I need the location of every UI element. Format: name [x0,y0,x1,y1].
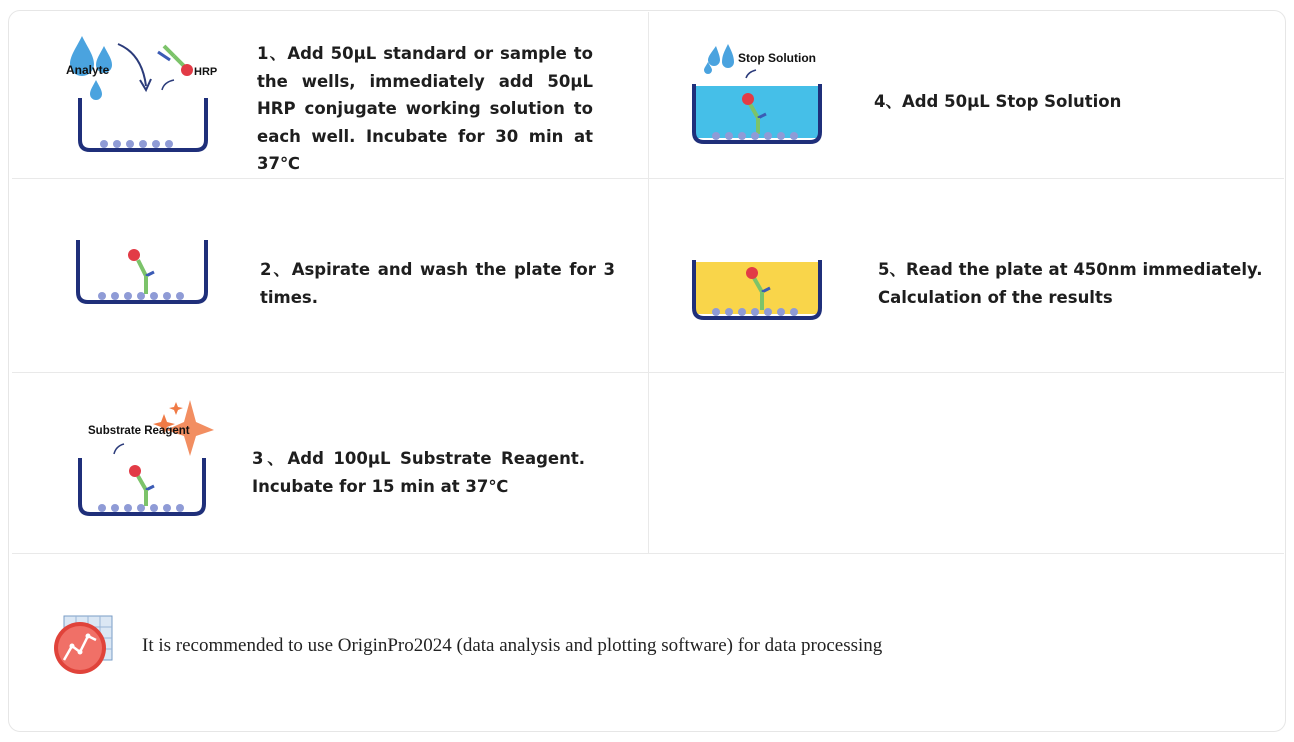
footer-recommendation: It is recommended to use OriginPro2024 (data analysis and plotting software) for data processing [142,635,883,656]
bead-row [98,504,184,512]
step-2-illustration [70,236,220,308]
splash-icon [722,44,734,68]
originpro-icon [52,614,116,678]
antibody-icon [158,46,184,66]
stop-label: Stop Solution [738,51,816,65]
hrp-ball [746,267,758,279]
antibody-icon [138,476,154,506]
hrp-ball [128,249,140,261]
step-1-illustration [60,28,230,158]
arrow-icon [162,80,174,90]
step-3-illustration [72,396,222,520]
antibody-icon [138,260,154,294]
step-3-text: 3、Add 100μL Substrate Reagent. Incubate for 15 min at 37℃ [252,449,585,496]
arrow-icon [746,70,756,78]
step-5-text: 5、Read the plate at 450nm immediately. Calculation of the results [878,260,1263,307]
step-5-illustration [686,254,846,326]
arrow-icon [114,444,124,454]
step-4-illustration [686,40,846,150]
analyte-label: Analyte [66,63,110,77]
column-divider [648,12,649,553]
step-4-text: 4、Add 50μL Stop Solution [874,92,1122,111]
hrp-ball [181,64,193,76]
drop-icon [90,80,102,100]
step-2-text: 2、Aspirate and wash the plate for 3 times. [260,260,615,307]
step-1-text: 1、Add 50μL standard or sample to the wells, immediately add 50μL HRP conjugate working solution to each well. Incubate for 30 min at 37℃ [257,44,593,173]
hrp-ball [742,93,754,105]
bead-row [100,140,173,148]
row-divider [12,553,1284,554]
substrate-label: Substrate Reagent [88,425,190,437]
arrow-icon [118,44,146,86]
hrp-label: HRP [194,66,218,78]
star-icon [169,402,183,415]
hrp-ball [129,465,141,477]
splash-icon [708,46,720,66]
bead-row [98,292,184,300]
